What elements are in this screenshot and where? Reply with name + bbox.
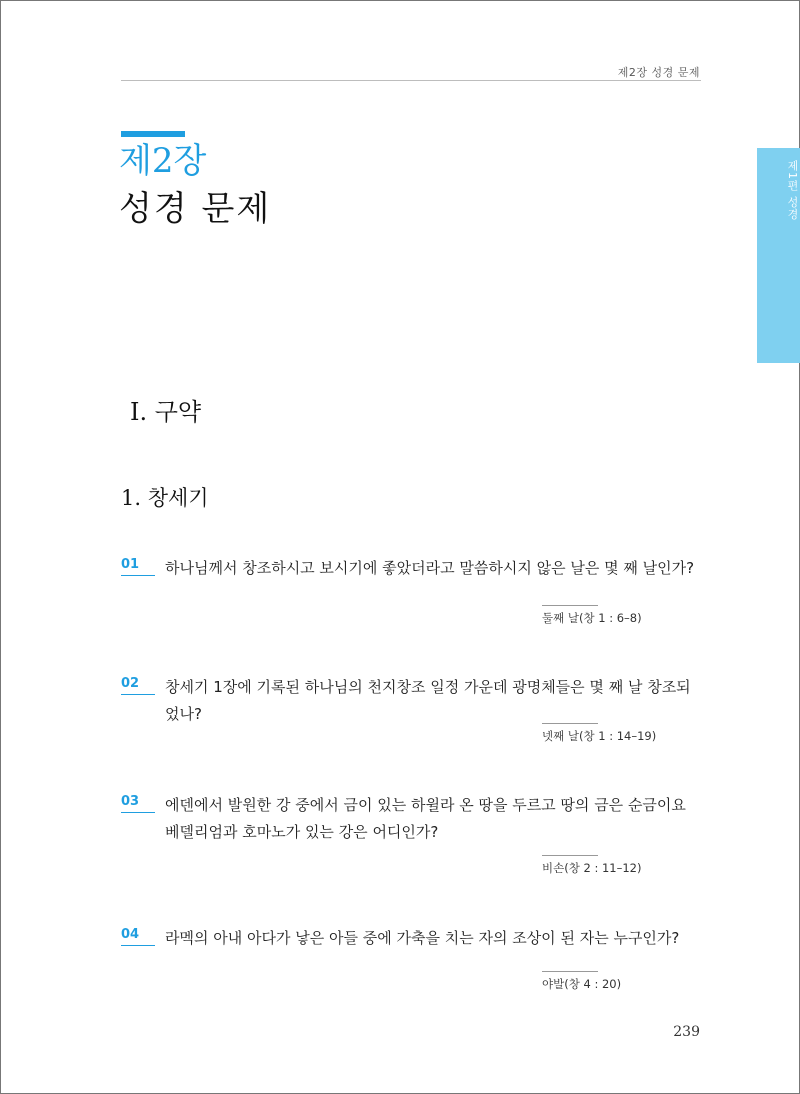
question-number: 04 [121,927,140,942]
side-tab-label: 제1편 성경 [786,160,799,221]
question-number: 03 [121,794,140,809]
answer-text: 야발(창 4 : 20) [542,977,622,991]
answer-rule [542,971,598,972]
question-number-rule [121,694,155,695]
question-number: 02 [121,676,140,691]
running-header: 제2장 성경 문제 [617,66,700,79]
question-number: 01 [121,557,140,572]
question-item [121,792,701,882]
answer-rule [542,855,598,856]
question-text: 하나님께서 창조하시고 보시기에 좋았더라고 말씀하시지 않은 날은 몇 째 날인가? [165,559,695,577]
question-number-rule [121,575,155,576]
answer-rule [542,723,598,724]
answer-text: 둘째 날(창 1 : 6–8) [542,611,642,625]
question-number-rule [121,812,155,813]
question-text: 창세기 1장에 기록된 하나님의 천지창조 일정 가운데 광명체들은 몇 째 날 창조되었나? [165,678,691,723]
question-item [121,555,701,635]
chapter-title: 성경 문제 [119,189,272,229]
part-heading: Ⅰ. 구약 [130,398,202,426]
answer-rule [542,605,598,606]
question-text: 에덴에서 발원한 강 중에서 금이 있는 하윌라 온 땅을 두르고 땅의 금은 순금이요 베델리엄과 호마노가 있는 강은 어디인가? [165,796,686,841]
page-number: 239 [673,1024,700,1040]
header-rule [121,80,701,81]
question-number-rule [121,945,155,946]
answer-text: 넷째 날(창 1 : 14–19) [542,729,657,743]
chapter-accent-bar [121,131,185,137]
chapter-number: 제2장 [119,141,207,181]
section-heading: 1. 창세기 [121,486,209,510]
question-text: 라멕의 아내 아다가 낳은 아들 중에 가축을 치는 자의 조상이 된 자는 누구인가? [165,929,680,947]
question-item [121,674,701,754]
side-tab [757,148,800,363]
answer-text: 비손(창 2 : 11–12) [542,861,642,875]
question-item [121,925,701,995]
